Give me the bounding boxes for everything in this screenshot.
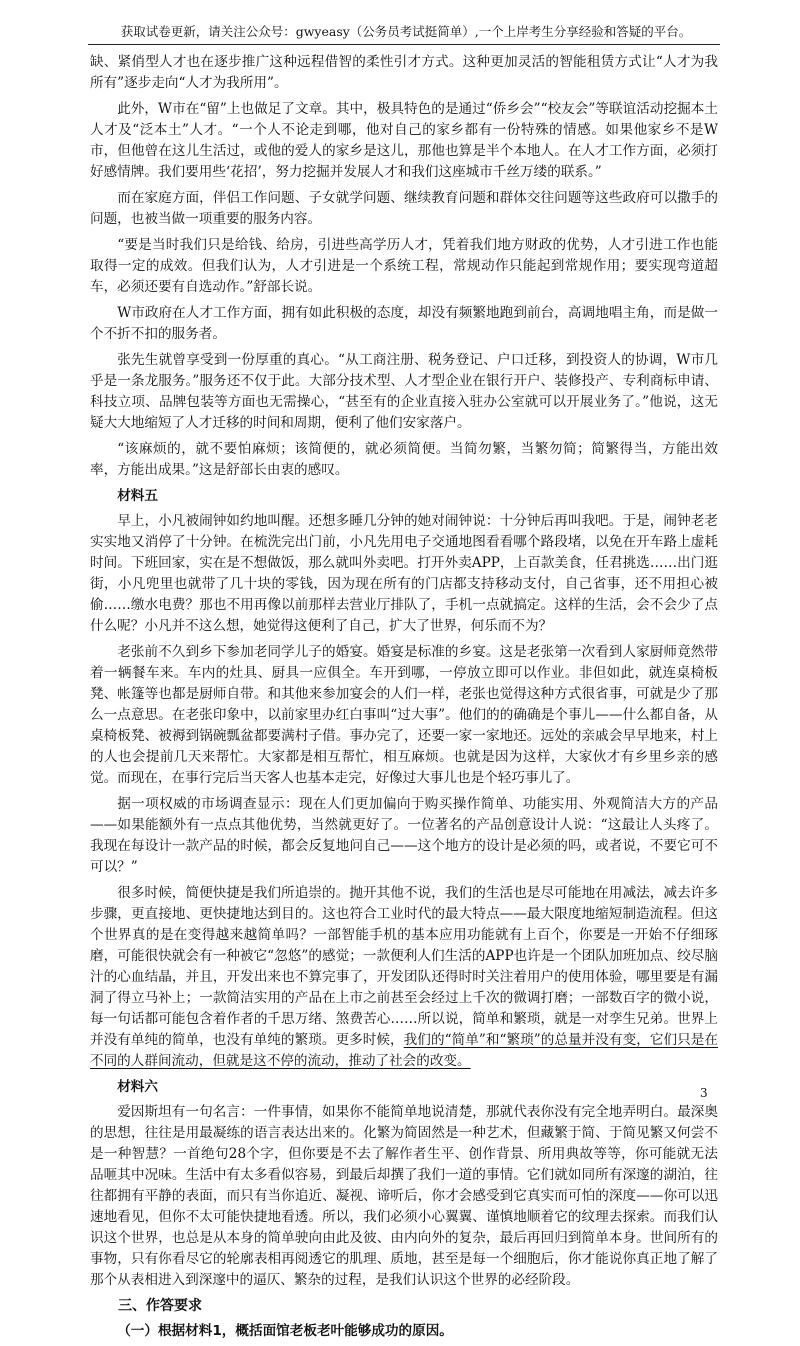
section-heading-material-6: 材料六 — [117, 1079, 158, 1095]
paragraph: 爱因斯坦有一句名言：一件事情，如果你不能简单地说清楚，那就代表你没有完全地弄明白。最深奥的思想，往往是用最凝练的语言表达出来的。化繁为简固然是一种艺术，但藏繁于简、于简见繁又何尝不是一种智慧？一首绝句28个字，但你要是不去了解作者生平、创作背景、所用典故等等，你可能就无法品咂其中况味。生活中有太多看似容易，到最后却撰了我们一道的事情。它们就如同所有深邃的湖泊，往往都拥有平静的表面，而只有当你追近、凝视、谛听后，你才会感受到它真实而可怕的深度——你可以迅速地看见，但你不太可能快捷地看透。所以，我们必须小心翼翼、谨慎地顺着它的纹理去探索。而我们认识这个世界，也总是从本身的简单驶向由此及彼、由内向外的复杂，最后再回归到简单本身。世间所有的事物，只有你看尽它的轮廓表相再阅透它的肌理、质地，甚至是每一个细胞后，你才能说你真正地了解了那个从表相进入到深邃中的逼仄、繁杂的过程，是我们认识这个世界的必经阶段。 — [90, 1104, 718, 1288]
page-number: 3 — [700, 1086, 708, 1100]
paragraph — [90, 883, 718, 1072]
paragraph: 此外，W市在“留”上也做足了文章。其中，极具特色的是通过“侨乡会”“校友会”等联谊活动挖掘本土人才及“泛本土”人才。“一个人不论走到哪，他对自己的家乡都有一份特殊的情感。如果他家乡不是W市，但他曾在这儿生活过，或他的爱人的家乡是这儿，那他也算是半个本地人。在人才工作方面，必须打好感情牌。我们要用些‘花招’，努力挖掘并发展人才和我们这座城市千丝万缕的联系。” — [90, 101, 718, 180]
paragraph: 缺、紧俏型人才也在逐步推广这种远程借智的柔性引才方式。这种更加灵活的智能租赁方式让“人才为我所有”逐步走向“人才为我所用”。 — [90, 54, 718, 91]
section-heading-material-5: 材料五 — [117, 488, 158, 504]
paragraph: 张先生就曾享受到一份厚重的真心。“从工商注册、税务登记、户口迁移，到投资人的协调，W市几乎是一条龙服务。”服务还不仅于此。大部分技术型、人才型企业在银行开户、装修投产、专利商标申请、科技立项、品牌包装等方面也无需操心，“甚至有的企业直接入驻办公室就可以开展业务了。”他说，这无疑大大地缩短了人才迁移的时间和周期，便利了他们安家落户。 — [90, 352, 718, 431]
document-body — [90, 52, 718, 1346]
question-1: （一）根据材料1，概括面馆老板老叶能够成功的原因。 — [117, 1323, 453, 1339]
paragraph: 而在家庭方面，伴侣工作问题、子女就学问题、继续教育问题和群体交往问题等这些政府可以撒手的问题，也被当做一项重要的服务内容。 — [90, 190, 718, 227]
paragraph: 早上，小凡被闹钟如约地叫醒。还想多睡几分钟的她对闹钟说：十分钟后再叫我吧。于是，闹钟老老实实地又消停了十分钟。在梳洗完出门前，小凡先用电子交通地图看看哪个路段堵，以免在开车路上虚耗时间。下班回家，实在是不想做饭，那么就叫外卖吧。打开外卖APP，上百款美食，任君挑选……出门逛街，小凡兜里也就带了几十块的零钱，因为现在所有的门店都支持移动支付，自己省事，还不用担心被偷……缴水电费？那也不用再像以前那样去营业厅排队了，手机一点就搞定。这样的生活，会不会少了点什么呢？小凡并不这么想，她觉得这便利了自己，扩大了世界，何乐而不为？ — [90, 513, 718, 634]
paragraph: “该麻烦的，就不要怕麻烦；该简便的，就必须简便。当简勿繁，当繁勿简；简繁得当，方能出效率，方能出成果。”这是舒部长由衷的感叹。 — [90, 441, 718, 478]
paragraph: “要是当时我们只是给钱、给房，引进些高学历人才，凭着我们地方财政的优势，人才引进工作也能取得一定的成效。但我们认为，人才引进是一个系统工程，常规动作只能起到常规作用；要实现弯道超车，必须还要有自选动作。”舒部长说。 — [90, 237, 718, 295]
paragraph: 据一项权威的市场调查显示：现在人们更加偏向于购买操作简单、功能实用、外观简洁大方的产品——如果能额外有一点点其他优势，当然就更好了。一位著名的产品创意设计人说：“这最让人头疼了。我现在每设计一款产品的时候，都会反复地问自己——这个地方的设计是必须的吗，或者说，不要它可不可以？” — [90, 796, 718, 875]
section-heading-requirements: 三、作答要求 — [118, 1298, 202, 1314]
paragraph: 老张前不久到乡下参加老同学儿子的婚宴。婚宴是标准的乡宴。这是老张第一次看到人家厨师竟然带着一辆餐车来。车内的灶具、厨具一应俱全。车开到哪，一停放立即可以作业。非但如此，就连桌椅板凳、帐篷等也都是厨师自带。和其他来参加宴会的人们一样，老张也觉得这种方式很省事，可就是少了那么一点意思。在老张印象中，以前家里办红白事叫“过大事”。他们的的确确是个事儿——什么都自备，从桌椅板凳、被褥到锅碗瓢盆都要满村子借。事办完了，还要一家一家地还。远处的亲戚会早早地来，村上的人也会提前几天来帮忙。大家都是相互帮忙，相互麻烦。也就是因为这样，大家伙才有乡里乡亲的感觉。而现在，在事行完后当天客人也基本走完，好像过大事儿也是个轻巧事儿了。 — [90, 644, 718, 786]
paragraph: W市政府在人才工作方面，拥有如此积极的态度，却没有频繁地跑到前台，高调地唱主角，而是做一个不折不扣的服务者。 — [90, 305, 718, 342]
paragraph-text: 很多时候，简便快捷是我们所追崇的。抛开其他不说，我们的生活也是尽可能地在用减法，减去许多步骤，更直接地、更快捷地达到目的。这也符合工业时代的最大特点——最大限度地缩短制造流程。但这个世界真的是在变得越来越简单吗？一部智能手机的基本应用功能就有上百个，你要是一开始不仔细琢磨，可能很快就会有一种被它“忽悠”的感觉；一款便利人们生活的APP也许是一个团队加班加点、绞尽脑汁的心血结晶，并且，开发出来也不算完事了，开发团队还得时时关注着用户的使用体验，哪里要是有漏洞了得立马补上；一款简洁实用的产品在上市之前甚至会经过上千次的微调打磨；一部数百字的微小说，每一句话都可能包含着作者的千思万绪、煞费苦心……所以说，简单和繁琐，就是一对孪生兄弟。世界上并没有单纯的简单，也没有单纯的繁琐。更多时候， — [90, 885, 718, 1048]
underlined-sentence: 我们的“简单”和“繁琐”的总量并没有变，它们只是在不同的人群间流动，但就是这不停的流动，推动了社会的改变。 — [90, 1032, 718, 1069]
header-divider — [88, 44, 720, 45]
page-header: 获取试卷更新，请关注公众号：gwyeasy（公务员考试挺简单）,一个上岸考生分享经验和答疑的平台。 — [120, 24, 692, 39]
